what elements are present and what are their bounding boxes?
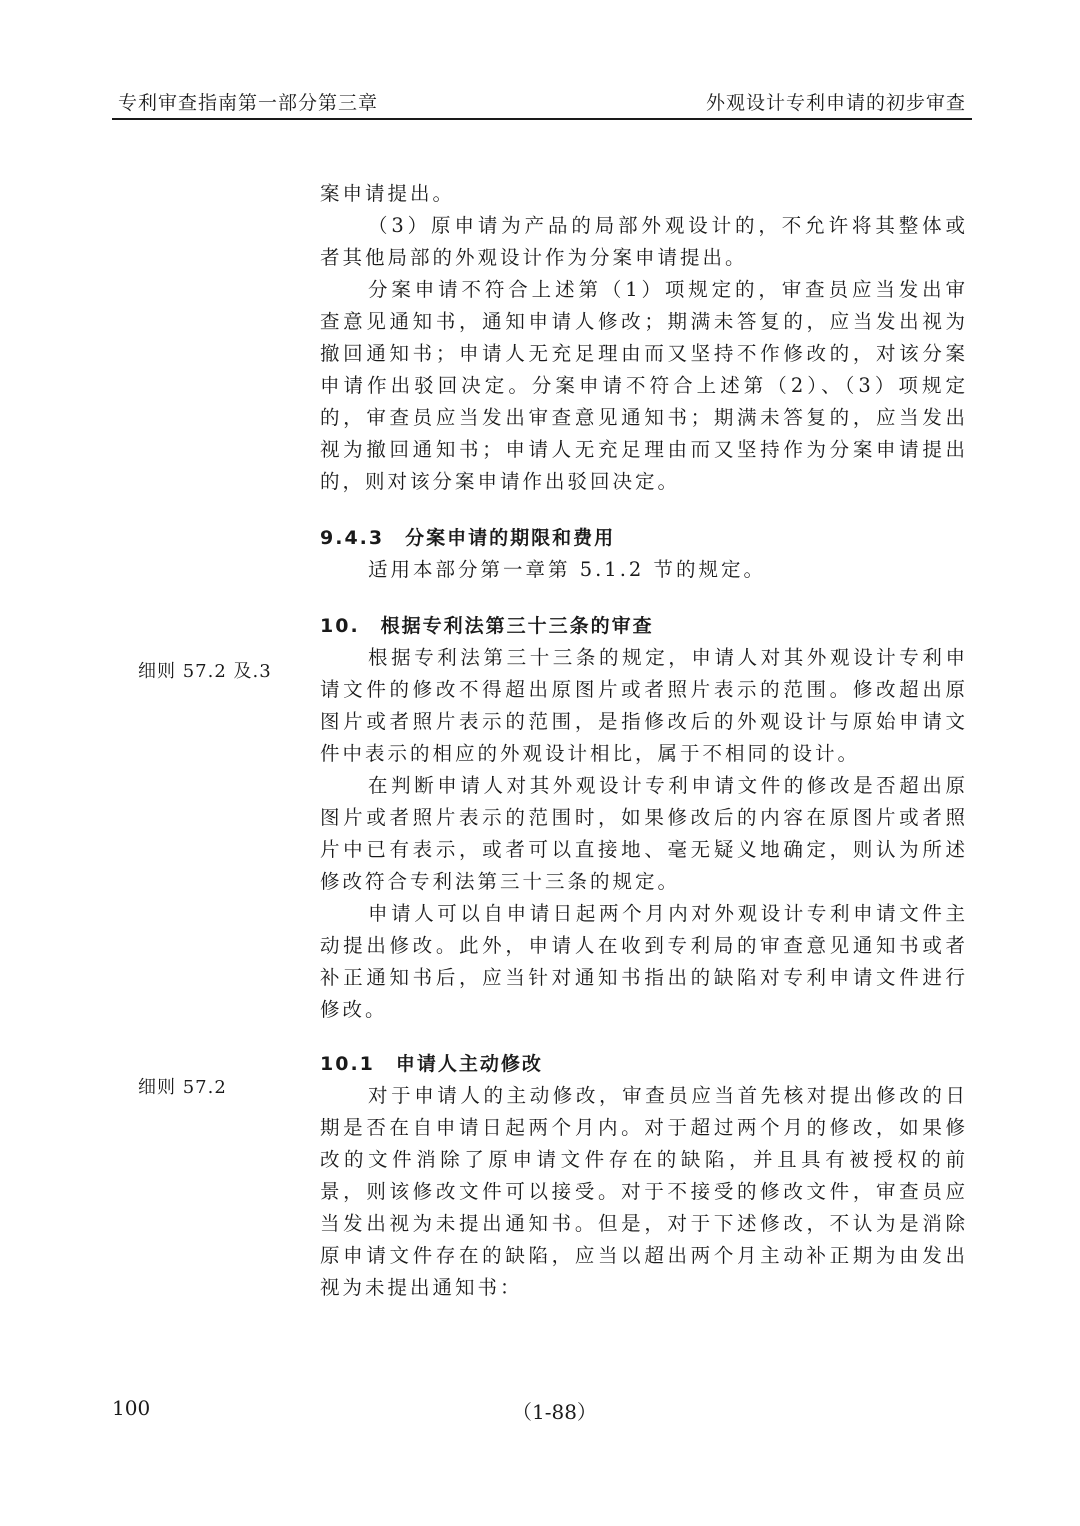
document-body	[320, 178, 968, 1304]
section-page-number: （1-88）	[512, 1400, 597, 1424]
header-chapter-title: 专利审查指南第一部分第三章	[118, 92, 379, 114]
margin-note-rule-57-2: 细则 57.2	[138, 1077, 227, 1098]
heading-9-4-3: 9.4.3 分案申请的期限和费用	[320, 527, 616, 549]
header-section-title: 外观设计专利申请的初步审查	[705, 92, 966, 114]
heading-10: 10. 根据专利法第三十三条的审查	[320, 615, 654, 637]
paragraph-continuation: 案申请提出。	[320, 182, 456, 205]
running-header	[112, 84, 972, 120]
margin-note-rule-57-2-3: 细则 57.2 及.3	[138, 661, 272, 682]
paragraph-10-1: 对于申请人的主动修改，审查员应当首先核对提出修改的日期是否在自申请日起两个月内。对于超过两个月的修改，如果修改的文件消除了原申请文件存在的缺陷，并且具有被授权的前景，则该修改文件可以接受。对于不接受的修改文件，审查员应当发出视为未提出通知书。但是，对于下述修改，不认为是消除原申请文件存在的缺陷，应当以超出两个月主动补正期为由发出视为未提出通知书：	[320, 1084, 968, 1299]
paragraph-non-compliance: 分案申请不符合上述第（1）项规定的，审查员应当发出审查意见通知书，通知申请人修改；期满未答复的，应当发出视为撤回通知书；申请人无充足理由而又坚持不作修改的，对该分案申请作出驳回决定。分案申请不符合上述第（2）、（3）项规定的，审查员应当发出审查意见通知书；期满未答复的，应当发出视为撤回通知书；申请人无充足理由而又坚持作为分案申请提出的，则对该分案申请作出驳回决定。	[320, 278, 968, 493]
paragraph-9-4-3: 适用本部分第一章第 5.1.2 节的规定。	[368, 558, 767, 581]
paragraph-10-intro: 根据专利法第三十三条的规定，申请人对其外观设计专利申请文件的修改不得超出原图片或者照片表示的范围。修改超出原图片或者照片表示的范围，是指修改后的外观设计与原始申请文件中表示的相应的外观设计相比，属于不相同的设计。	[320, 646, 968, 765]
paragraph-10-judgement: 在判断申请人对其外观设计专利申请文件的修改是否超出原图片或者照片表示的范围时，如果修改后的内容在原图片或者照片中已有表示，或者可以直接地、毫无疑义地确定，则认为所述修改符合专利法第三十三条的规定。	[320, 774, 968, 893]
paragraph-10-amendment: 申请人可以自申请日起两个月内对外观设计专利申请文件主动提出修改。此外，申请人在收到专利局的审查意见通知书或者补正通知书后，应当针对通知书指出的缺陷对专利申请文件进行修改。	[320, 902, 968, 1021]
heading-10-1: 10.1 申请人主动修改	[320, 1053, 543, 1075]
page-number: 100	[112, 1396, 151, 1420]
paragraph-item-3: （3）原申请为产品的局部外观设计的，不允许将其整体或者其他局部的外观设计作为分案申请提出。	[320, 214, 968, 269]
